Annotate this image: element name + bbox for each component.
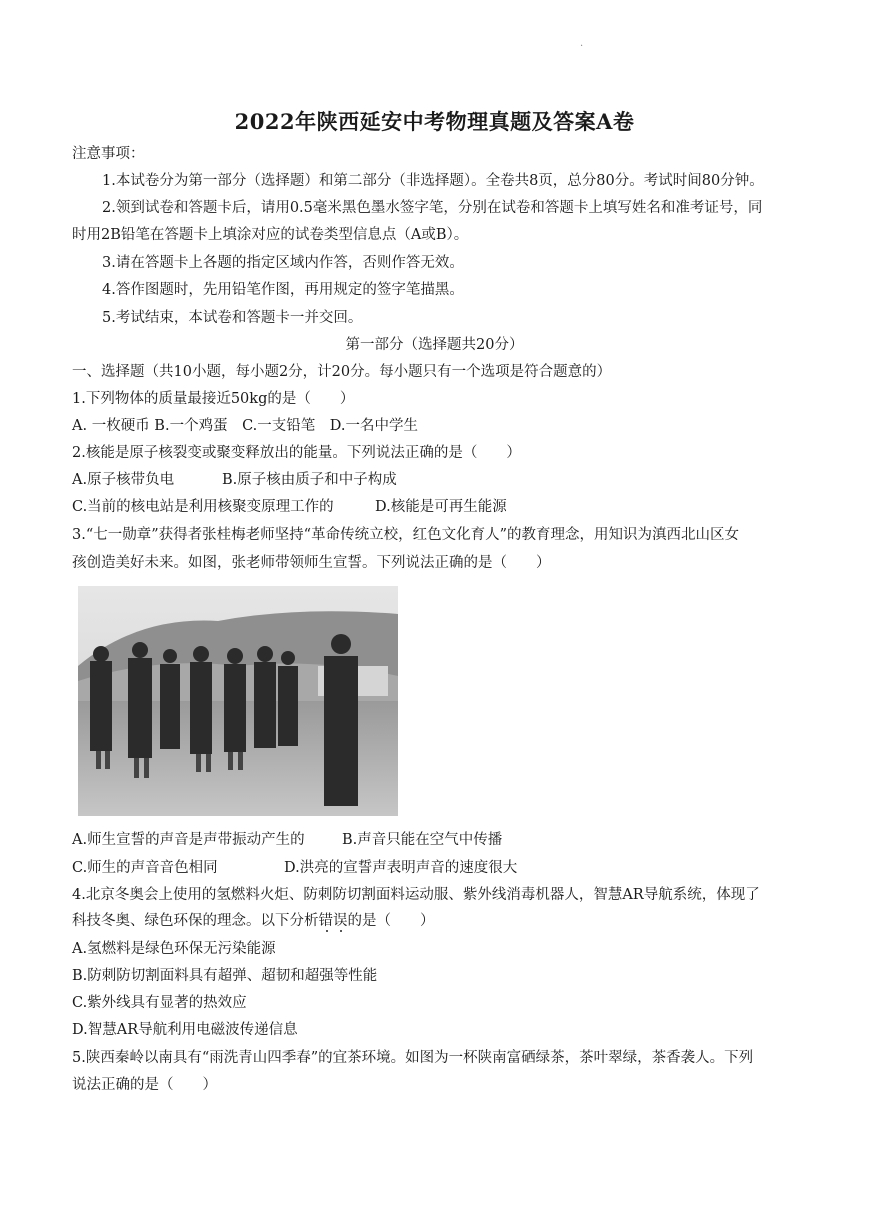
question-4-option-c: C.紫外线具有显著的热效应	[72, 995, 247, 1011]
option-a: A.师生宣誓的声音是声带振动产生的	[72, 832, 305, 848]
question-4-stem: 4.北京冬奥会上使用的氢燃料火炬、防刺防切割面料运动服、紫外线消毒机器人，智慧AR导航系统，体现了	[72, 887, 760, 903]
option-b: B.原子核由质子和中子构成	[222, 472, 397, 488]
notice-item: 3.请在答题卡上各题的指定区域内作答，否则作答无效。	[102, 255, 464, 271]
question-4-stem-text: 科技冬奥、绿色环保的理念。以下分析	[72, 913, 319, 929]
question-4-stem	[72, 914, 435, 929]
notice-heading: 注意事项：	[72, 146, 145, 162]
question-4-stem-text: 的是（ ）	[347, 913, 435, 929]
question-5-stem: 说法正确的是（ ）	[72, 1077, 217, 1093]
section-heading: 一、选择题（共10小题，每小题2分，计20分。每小题只有一个选项是符合题意的）	[72, 364, 612, 380]
question-4-emphasis-word: 错误	[318, 913, 348, 929]
option-c: C.当前的核电站是利用核聚变原理工作的	[72, 499, 334, 515]
question-1-options: A. 一枚硬币 B.一个鸡蛋 C.一支铅笔 D.一名中学生	[72, 418, 418, 434]
question-3-options-cd	[72, 861, 517, 876]
question-4-option-a: A.氢燃料是绿色环保无污染能源	[72, 941, 276, 957]
option-d: D.核能是可再生能源	[375, 499, 507, 515]
question-3-stem: 3.“七一勋章”获得者张桂梅老师坚持“革命传统立校，红色文化育人”的教育理念，用知识为滇西北山区女	[72, 527, 739, 543]
question-4-option-b: B.防刺防切割面料具有超弹、超韧和超强等性能	[72, 968, 378, 984]
notice-item: 2.领到试卷和答题卡后，请用0.5毫米黑色墨水签字笔，分别在试卷和答题卡上填写姓名和准考证号，同	[102, 200, 763, 216]
question-3-stem: 孩创造美好未来。如图，张老师带领师生宣誓。下列说法正确的是（ ）	[72, 555, 551, 571]
oath-photo-image	[78, 586, 398, 816]
question-2-options-ab	[72, 473, 397, 488]
oath-photo	[78, 586, 398, 816]
question-2-options-cd	[72, 500, 507, 515]
question-2-stem: 2.核能是原子核裂变或聚变释放出的能量。下列说法正确的是（ ）	[72, 445, 521, 461]
notice-item: 4.答作图题时，先用铅笔作图，再用规定的签字笔描黑。	[102, 282, 464, 298]
question-1-stem: 1.下列物体的质量最接近50kg的是（ ）	[72, 391, 355, 407]
question-4-option-d: D.智慧AR导航利用电磁波传递信息	[72, 1022, 298, 1038]
emphasis-dot	[326, 930, 328, 932]
question-5-stem: 5.陕西秦岭以南具有“雨洗青山四季春”的宜茶环境。如图为一杯陕南富硒绿茶，茶叶翠绿，茶香袭人。下列	[72, 1050, 754, 1066]
notice-item: 5.考试结束，本试卷和答题卡一并交回。	[102, 310, 363, 326]
part-heading: 第一部分（选择题共20分）	[345, 337, 524, 353]
option-a: A.原子核带负电	[72, 472, 175, 488]
option-c: C.师生的声音音色相同	[72, 860, 218, 876]
notice-item: 时用2B铅笔在答题卡上填涂对应的试卷类型信息点（A或B）。	[72, 227, 469, 243]
notice-item: 1.本试卷分为第一部分（选择题）和第二部分（非选择题）。全卷共8页，总分80分。考试时间80分钟。	[102, 173, 764, 189]
question-3-options-ab	[72, 833, 502, 848]
page-title: 2022年陕西延安中考物理真题及答案A卷	[234, 109, 635, 134]
emphasis-dot	[340, 930, 342, 932]
page-dot: .	[580, 38, 584, 49]
option-b: B.声音只能在空气中传播	[342, 832, 503, 848]
emphasis-mark	[319, 913, 348, 929]
option-d: D.洪亮的宣誓声表明声音的速度很大	[284, 860, 518, 876]
